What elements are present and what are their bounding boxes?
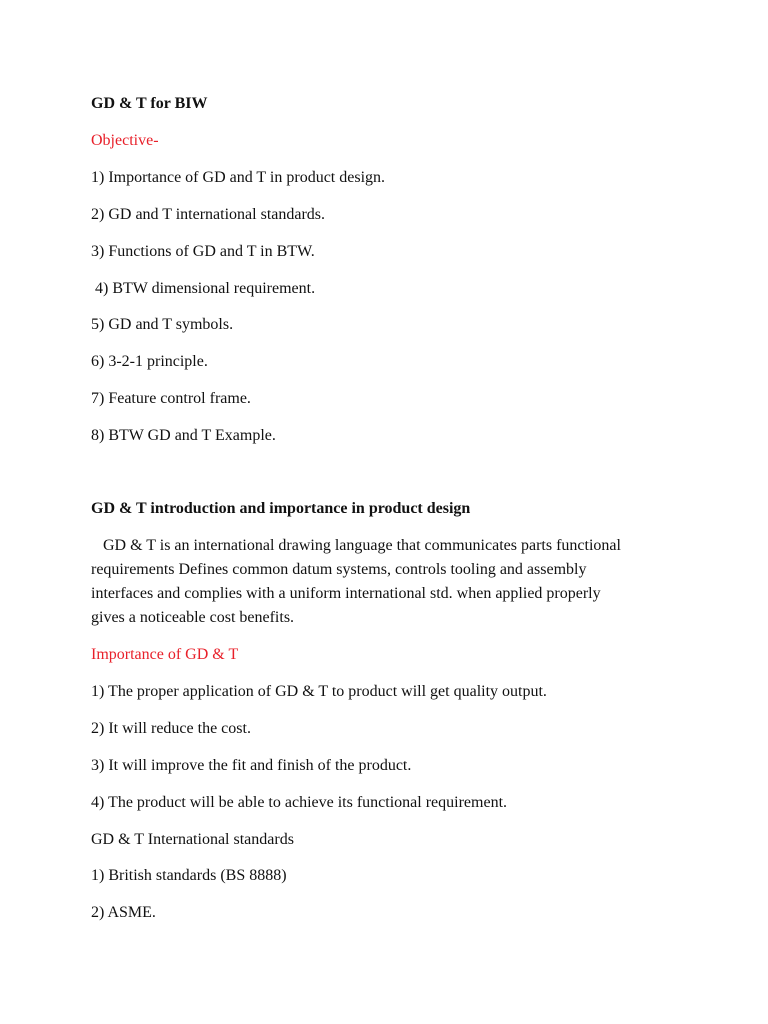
importance-item: 1) The proper application of GD & T to product will get quality output. bbox=[91, 683, 547, 700]
intro-paragraph-line: requirements Defines common datum systems, controls tooling and assembly bbox=[91, 561, 587, 578]
importance-item: 3) It will improve the fit and finish of the product. bbox=[91, 757, 412, 774]
objective-label: Objective- bbox=[91, 132, 159, 149]
intro-paragraph-line: gives a noticeable cost benefits. bbox=[91, 609, 295, 626]
intro-paragraph-line: GD & T is an international drawing language that communicates parts functional bbox=[91, 537, 621, 554]
objective-item: 3) Functions of GD and T in BTW. bbox=[91, 243, 315, 260]
objective-item: 7) Feature control frame. bbox=[91, 390, 251, 407]
intro-heading: GD & T introduction and importance in product design bbox=[91, 500, 471, 517]
standards-heading: GD & T International standards bbox=[91, 831, 294, 848]
importance-item: 2) It will reduce the cost. bbox=[91, 720, 251, 737]
objective-item: 8) BTW GD and T Example. bbox=[91, 427, 276, 444]
standards-item: 2) ASME. bbox=[91, 904, 156, 921]
objective-item: 4) BTW dimensional requirement. bbox=[91, 280, 316, 297]
objective-item: 6) 3-2-1 principle. bbox=[91, 353, 208, 370]
importance-label: Importance of GD & T bbox=[91, 646, 239, 663]
objective-item: 1) Importance of GD and T in product design. bbox=[91, 169, 386, 186]
objective-item: 2) GD and T international standards. bbox=[91, 206, 326, 223]
objective-item: 5) GD and T symbols. bbox=[91, 316, 234, 333]
intro-paragraph bbox=[91, 534, 691, 630]
intro-paragraph-line: interfaces and complies with a uniform international std. when applied properly bbox=[91, 585, 601, 602]
standards-item: 1) British standards (BS 8888) bbox=[91, 867, 287, 884]
document-title: GD & T for BIW bbox=[91, 95, 208, 112]
importance-item: 4) The product will be able to achieve its functional requirement. bbox=[91, 794, 508, 811]
